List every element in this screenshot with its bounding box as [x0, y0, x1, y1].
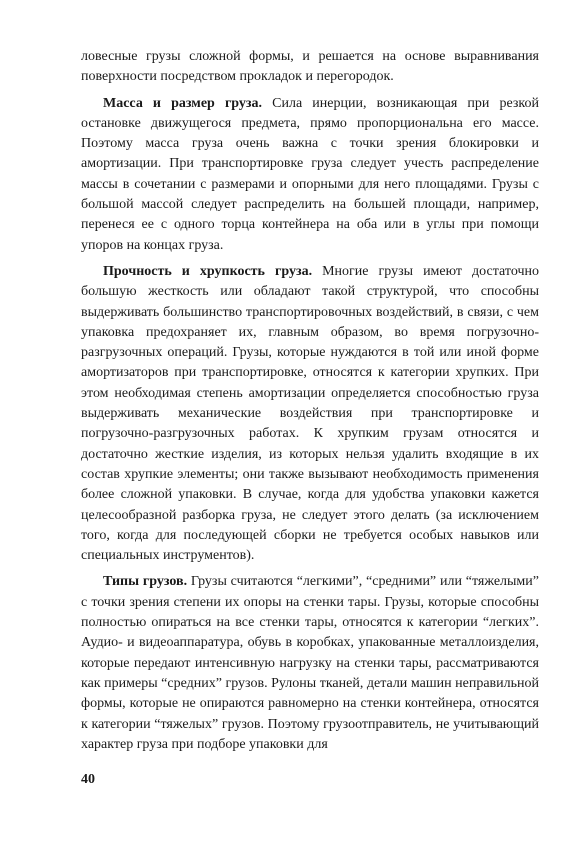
- paragraph-heading: Масса и размер груза.: [103, 95, 263, 111]
- page-number: 40: [81, 772, 95, 787]
- paragraph-cargo-types: [81, 572, 539, 755]
- paragraph-text: Грузы считаются “легкими”, “средними” или “тяжелыми” с точки зрения степени их опоры на стенки тары. Грузы, которые способны полностью опираться на все стенки тары, относятся к категории “легких”. Аудио- и видеоаппаратура, обувь в коробках, упакованные металлоизделия, которые передают интенсивную нагрузку на стенки тары, рассматриваются как примеры “средних” грузов. Рулоны тканей, детали машин неправильной формы, которые не опираются равномерно на стенки контейнера, относятся к категории “тяжелых” грузов. Поэтому грузоотправитель, не учитывающий характер груза при подборе упаковки для: [81, 574, 539, 752]
- paragraph-continuation: [81, 47, 539, 88]
- paragraph-heading: Прочность и хрупкость груза.: [103, 263, 313, 279]
- paragraph-heading: Типы грузов.: [103, 574, 188, 590]
- paragraph-text: Сила инерции, возникающая при резкой остановке движущегося предмета, прямо пропорциональна его массе. Поэтому масса груза очень важна с точки зрения блокировки и амортизации. При транспортировке груза следует учесть распределение массы в сочетании с размерами и опорными для него площадями. Грузы с большой массой следует распределить на большей площади, например, перенеся ее с одного торца контейнера на оба или в углы при помощи упоров на концах груза.: [81, 95, 539, 253]
- paragraph-text: ловесные грузы сложной формы, и решается на основе выравнивания поверхности посредством прокладок и перегородок.: [81, 49, 539, 85]
- body-text: [81, 47, 539, 755]
- paragraph-strength-fragility: [81, 262, 539, 566]
- paragraph-mass-size: [81, 94, 539, 256]
- paragraph-text: Многие грузы имеют достаточно большую жесткость или обладают такой структурой, что способны выдерживать большинство транспортировочных воздействий, в связи, с чем упаковка предохраняет их, главным образом, во время погрузочно-разгрузочных операций. Грузы, которые нуждаются в той или иной форме амортизаторов при транспортировке, относятся к категории хрупких. При этом необходимая степень амортизации определяется способностью груза выдерживать механические воздействия при транспортировке и погрузочно-разгрузочных работах. К хрупким грузам относятся и достаточно жесткие изделия, из которых нельзя удалить входящие в их состав хрупкие элементы; они также вызывают необходимость применения более сложной упаковки. В случае, когда для удобства упаковки кажется целесообразной разборка груза, не следует этого делать (за исключением того, когда для последующей сборки не требуется особых навыков или специальных инструментов).: [81, 263, 539, 564]
